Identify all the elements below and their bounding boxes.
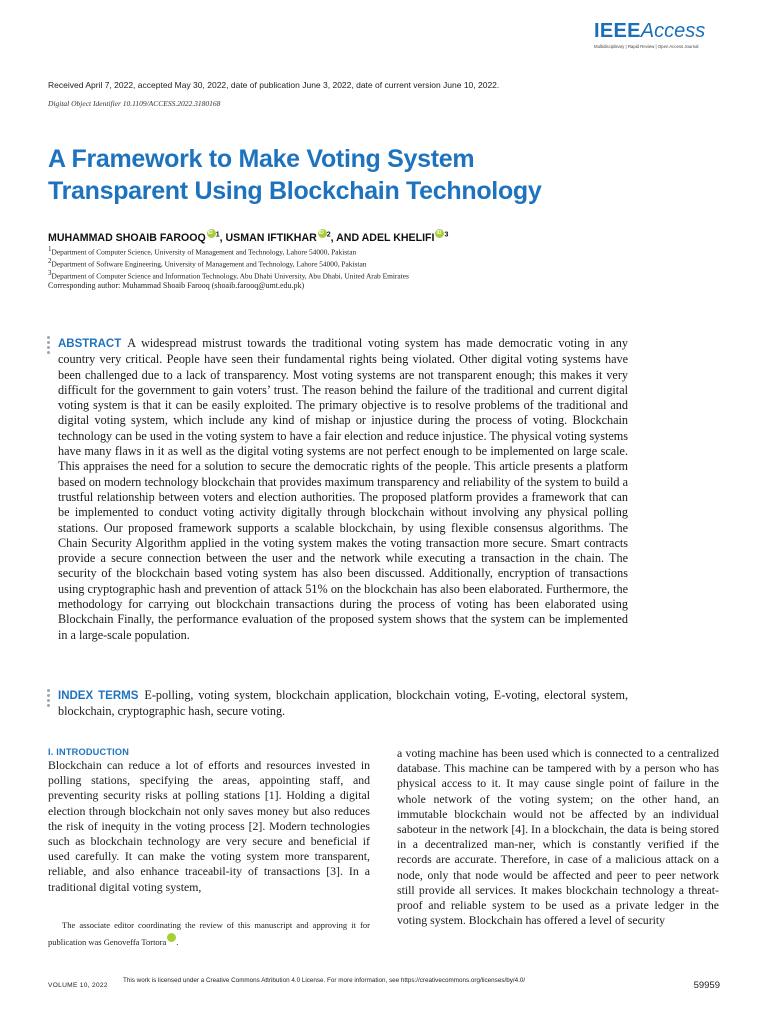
logo-brand-bold: IEEE [594, 20, 641, 42]
abstract [58, 336, 628, 643]
orcid-icon[interactable] [207, 229, 216, 238]
author-3: , AND ADEL KHELIFI [330, 232, 435, 244]
logo-brand-italic: Access [640, 20, 706, 42]
intro-paragraph-right: a voting machine has been used which is connected to a centralized database. This machine can be tampered with by a person who has physical access to it. It may cause single point of failure in the whole network of the voting system; on the other hand, an immutable blockchain would not be affected by an individual saboteur in the network [4]. In a blockchain, the data is being stored in a decentralized man-ner, which is constantly verified if the records are accurate. Therefore, in case of a malicious attack on a node, only that node would be affected and peer to peer network still provide all services. It makes blockchain technology a threat-proof and reliable system to be used as a private ledger in the voting system. Blockchain has offered a level of security [397, 746, 719, 928]
affiliation-item: $^1$Department of Computer Science, University of Management and Technology, Lahore 54000, Pakistan [48, 245, 357, 257]
page-number: 59959 [693, 980, 720, 991]
doi-line: Digital Object Identifier 10.1109/ACCESS.2022.3180168 [48, 99, 221, 108]
affiliation-item: $^2$Department of Software Engineering, University of Management and Technology, Lahore 54000, Pakistan [48, 257, 367, 269]
editor-footnote: The associate editor coordinating the review of this manuscript and approving it for publication was Genoveffa TortoraiD . [48, 918, 370, 950]
index-terms [58, 688, 628, 720]
title-line-1: A Framework to Make Voting System [48, 145, 475, 173]
orcid-icon[interactable] [167, 933, 176, 942]
author-1-affil: 1 [215, 231, 220, 239]
intro-paragraph-left: Blockchain can reduce a lot of efforts and resources invested in polling stations, specifying the areas, appointing staff, and preventing security risks at polling stations [1]. Holding a digital election through blockchain not only saves money but also reduces the risk of inequity in the voting process [2]. Modern technologies such as blockchain technology are very secure and beneficial if used carefully. It can make the voting system more transparent, reliable, and also enhance traceabil-ity of transactions [3]. In a traditional digital voting system, [48, 758, 370, 894]
author-2-affil: 2 [326, 231, 331, 239]
logo-tagline: Multidisciplinary | Rapid Review | Open Access Journal [594, 44, 699, 49]
index-terms-label: INDEX TERMS [58, 690, 139, 702]
license-note: This work is licensed under a Creative Commons Attribution 4.0 License. For more information, see https://creativecommons.org/licenses/by/4.0/ [123, 977, 526, 984]
left-column [48, 746, 370, 895]
section-heading: I. INTRODUCTION [48, 747, 130, 757]
orcid-icon[interactable] [318, 229, 327, 238]
section-marker-icon [47, 689, 51, 709]
index-terms-text: E-polling, voting system, blockchain application, blockchain voting, E-voting, electoral system, blockchain, cryptographic hash, secure voting. [58, 688, 628, 719]
author-list [48, 229, 448, 244]
paper-title [48, 143, 668, 207]
abstract-text: A widespread mistrust towards the traditional voting system has made democratic voting in any country very critical. People have seen their fundamental rights being violated. Other digital voting systems have been challenged due to a lack of transparency. Most voting systems are not transparent enough; this makes it very difficult for the government to gain voters’ trust. The reason behind the failure of the traditional and current digital voting system is that it can be easily exploited. The primary objective is to resolve problems of the traditional and digital voting system, which include any kind of mishap or injustice during the process of voting. Blockchain technology can be used in the voting system to have a fair election and reduce injustice. The physical voting systems have many flaws in it as well as the digital voting systems are not perfect enough to be implemented on large scale. This appraises the need for a solution to secure the democratic rights of the people. This article presents a platform based on modern technology blockchain that provides maximum transparency and reliability of the system to build a trustful relationship between voters and election authorities. The proposed platform provides a framework that can be implemented to conduct voting activity digitally through blockchain without involving any physical polling stations. Our proposed framework supports a scalable blockchain, by using flexible consensus algorithms. The Chain Security Algorithm applied in the voting system makes the voting transaction more secure. Smart contracts provide a secure connection between the user and the network while executing a transaction in the chain. The security of the blockchain based voting system has also been discussed. Additionally, encryption of transactions using cryptographic hash and prevention of attack 51% on the blockchain has also been elaborated. Furthermore, the methodology for carrying out blockchain transactions during the process of voting has been elaborated using Blockchain Finally, the performance evaluation of the proposed system shows that the system can be implemented in a large-scale population. [58, 336, 628, 642]
author-1: MUHAMMAD SHOAIB FAROOQ [48, 232, 206, 244]
author-2: , USMAN IFTIKHAR [219, 232, 317, 244]
received-dates: Received April 7, 2022, accepted May 30, 2022, date of publication June 3, 2022, date of current version June 10, 2022. [48, 80, 500, 90]
affiliation-item: $^3$Department of Computer Science and Information Technology, Abu Dhabi University, Abu Dhabi, United Arab Emirates [48, 269, 409, 281]
volume-label: VOLUME 10, 2022 [48, 982, 108, 989]
abstract-label: ABSTRACT [58, 338, 122, 350]
author-3-affil: 3 [444, 231, 449, 239]
journal-logo [594, 20, 714, 49]
section-marker-icon [47, 336, 51, 356]
corresponding-author: Corresponding author: Muhammad Shoaib Farooq (shoaib.farooq@umt.edu.pk) [48, 281, 305, 290]
affiliations [48, 245, 409, 281]
right-column [397, 746, 719, 928]
title-line-2: Transparent Using Blockchain Technology [48, 177, 542, 205]
